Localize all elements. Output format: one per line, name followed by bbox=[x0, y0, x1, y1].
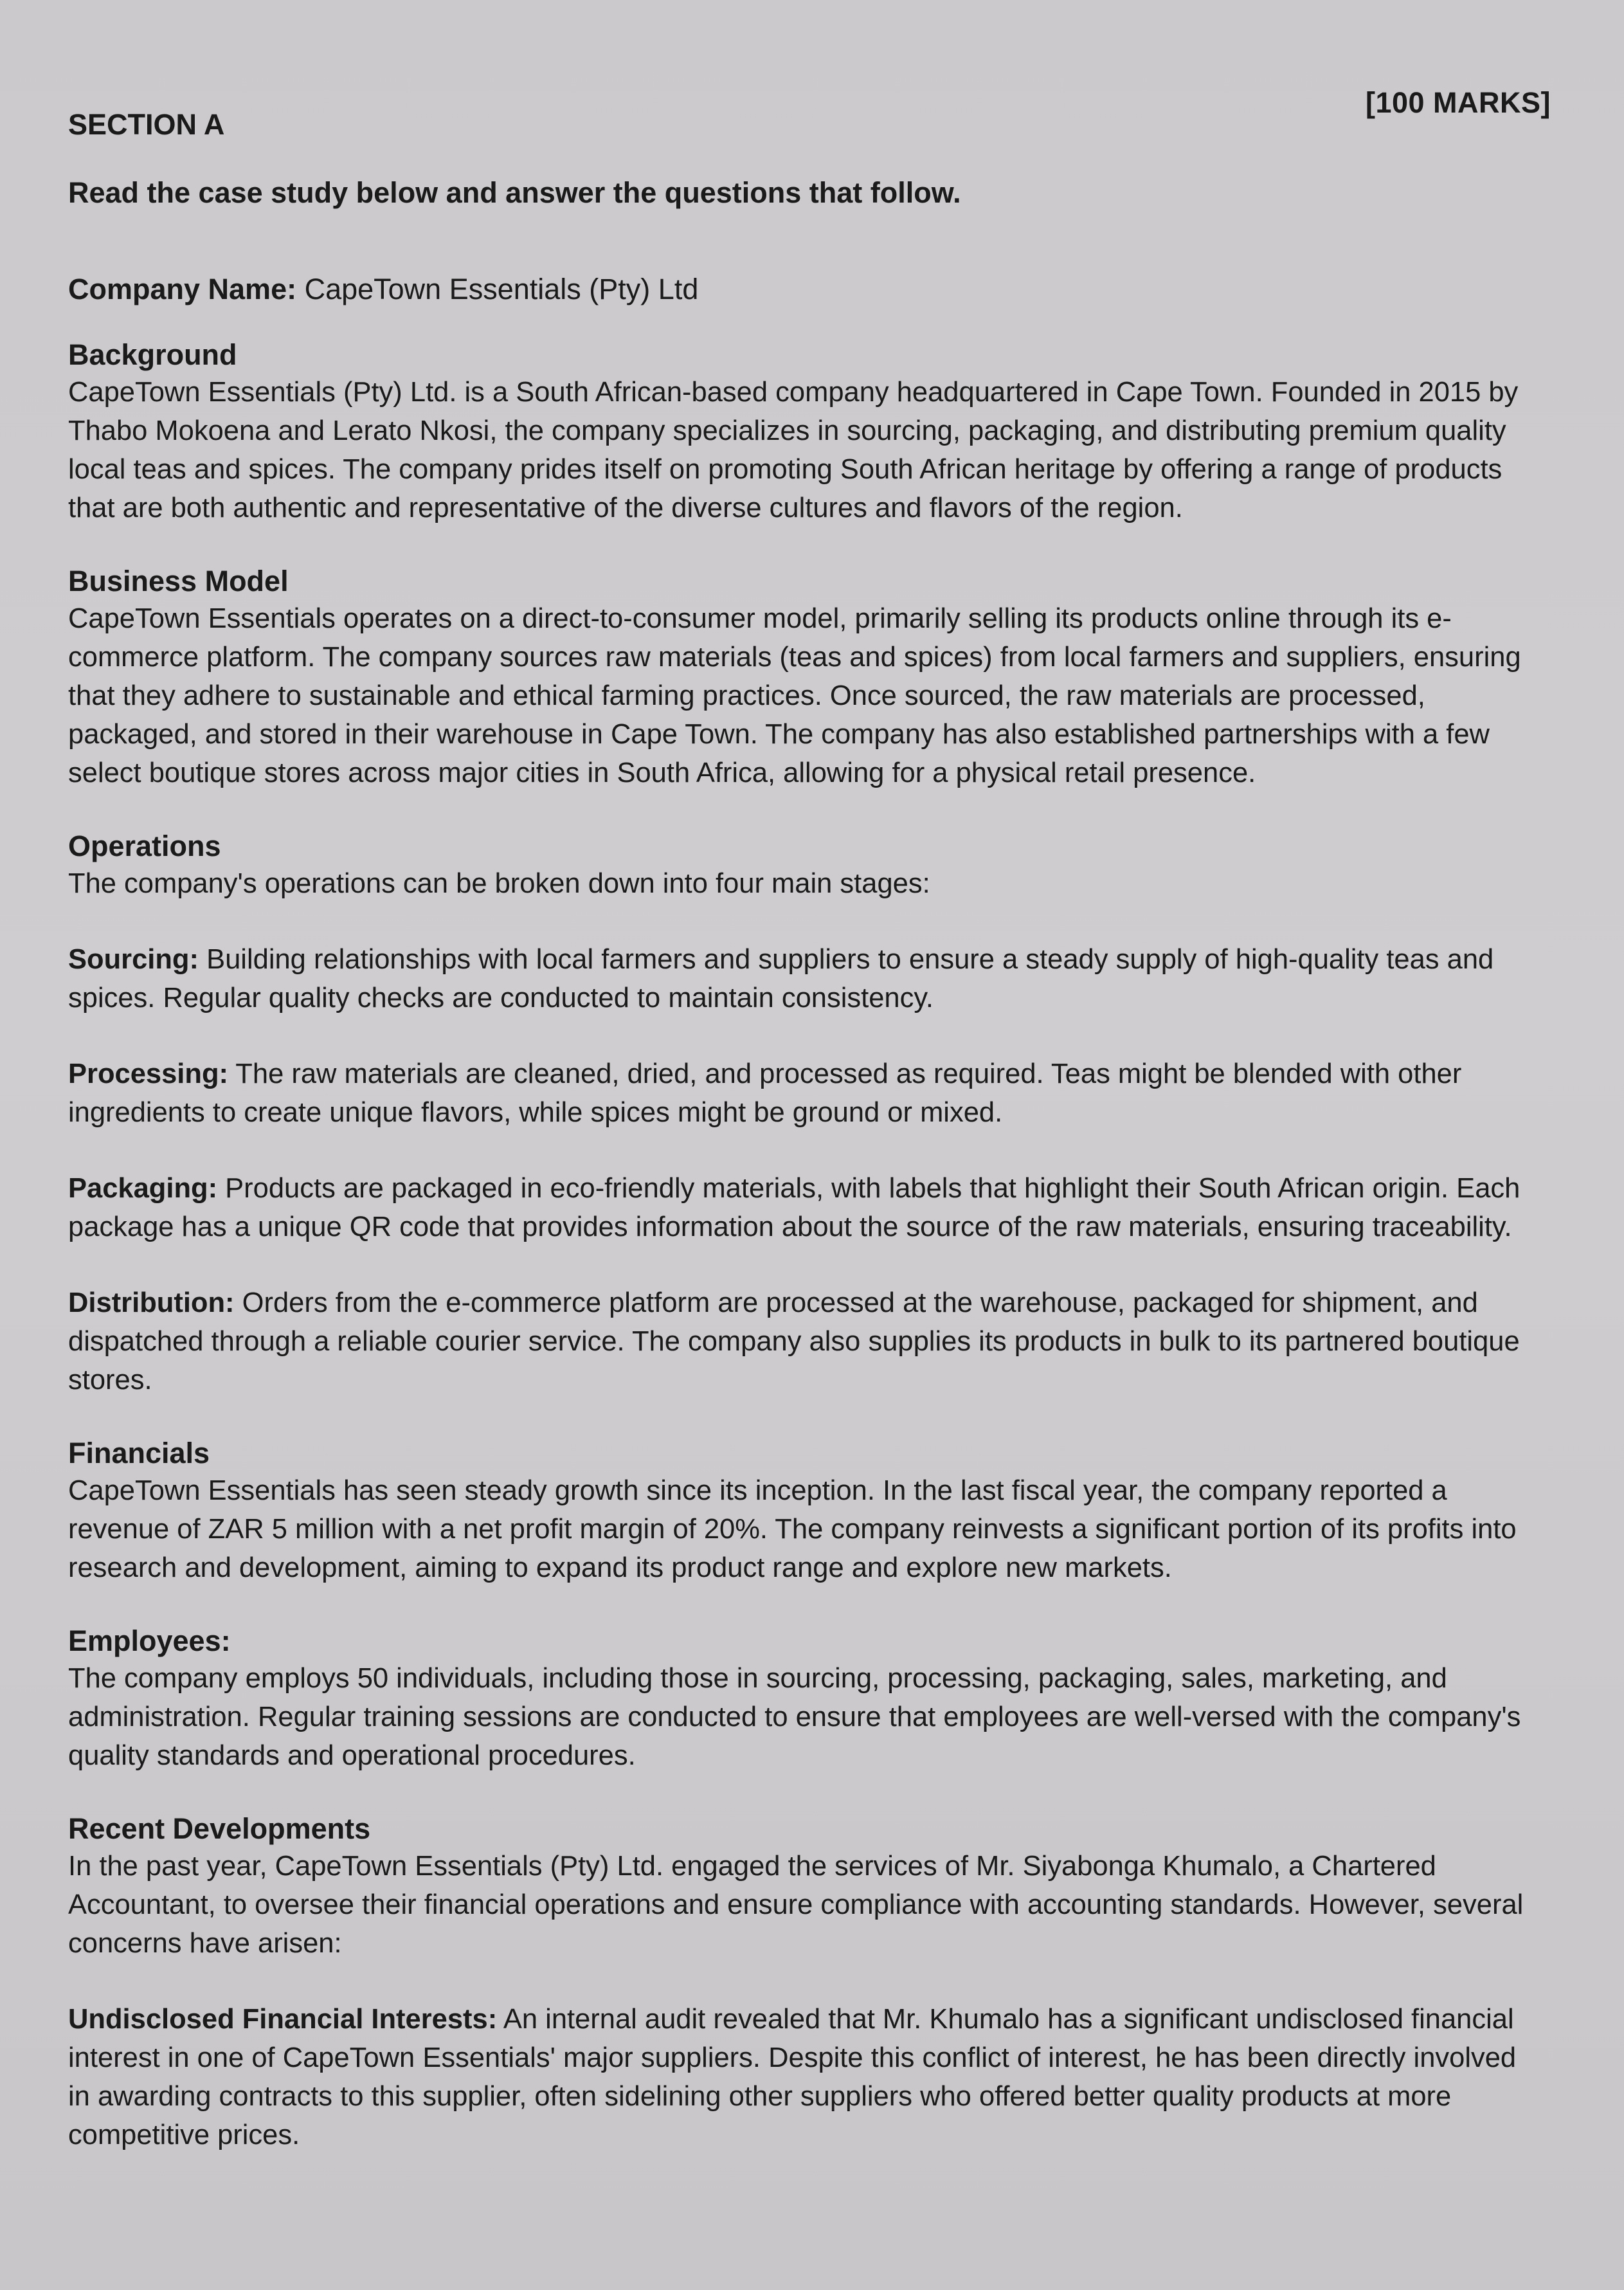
packaging-text: Products are packaged in eco-friendly materials, with labels that highlight their South African origin. Each package has a unique QR code that provides information about the source of the raw materials, ensuring traceability. bbox=[68, 1173, 1520, 1242]
recent-developments-section bbox=[68, 1812, 1540, 1963]
processing-paragraph bbox=[68, 1055, 1540, 1132]
operations-section bbox=[68, 830, 1540, 903]
company-name-value: CapeTown Essentials (Pty) Ltd bbox=[296, 273, 699, 305]
employees-heading: Employees: bbox=[68, 1624, 231, 1657]
total-marks: [100 MARKS] bbox=[1365, 86, 1551, 119]
financials-section bbox=[68, 1437, 1540, 1587]
packaging-paragraph bbox=[68, 1169, 1540, 1246]
financials-text: CapeTown Essentials has seen steady growth since its inception. In the last fiscal year, the company reported a revenue of ZAR 5 million with a net profit margin of 20%. The company reinvests a significant portion of its profits into research and development, aiming to expand its product range and explore new markets. bbox=[68, 1475, 1517, 1583]
business-model-heading: Business Model bbox=[68, 565, 289, 597]
distribution-paragraph bbox=[68, 1284, 1540, 1399]
company-name-line bbox=[68, 273, 1540, 306]
background-heading: Background bbox=[68, 338, 237, 371]
operations-heading: Operations bbox=[68, 830, 221, 862]
sourcing-text: Building relationships with local farmers and suppliers to ensure a steady supply of high-quality teas and spices. Regular quality checks are conducted to maintain consistency. bbox=[68, 944, 1494, 1013]
instruction-text: Read the case study below and answer the questions that follow. bbox=[68, 176, 961, 209]
business-model-section bbox=[68, 565, 1540, 792]
employees-text: The company employs 50 individuals, including those in sourcing, processing, packaging, sales, marketing, and administration. Regular training sessions are conducted to ensure that employees are well-versed with the company's quality standards and operational procedures. bbox=[68, 1663, 1521, 1771]
document-content bbox=[68, 108, 1540, 2192]
distribution-label: Distribution: bbox=[68, 1287, 235, 1318]
processing-text: The raw materials are cleaned, dried, and processed as required. Teas might be blended with other ingredients to create unique flavors, while spices might be ground or mixed. bbox=[68, 1059, 1462, 1128]
business-model-text: CapeTown Essentials operates on a direct-to-consumer model, primarily selling its products online through its e-commerce platform. The company sources raw materials (teas and spices) from local farmers and suppliers, ensuring that they adhere to sustainable and ethical farming practices. Once sourced, the raw materials are processed, packaged, and stored in their warehouse in Cape Town. The company has also established partnerships with a few select boutique stores across major cities in South Africa, allowing for a physical retail presence. bbox=[68, 603, 1521, 788]
company-name-label: Company Name: bbox=[68, 273, 297, 305]
background-text: CapeTown Essentials (Pty) Ltd. is a South African-based company headquartered in Cape Town. Founded in 2015 by Thabo Mokoena and Lerato Nkosi, the company specializes in sourcing, packaging, and distributing premium quality local teas and spices. The company prides itself on promoting South African heritage by offering a range of products that are both authentic and representative of the diverse cultures and flavors of the region. bbox=[68, 377, 1519, 523]
financials-heading: Financials bbox=[68, 1437, 210, 1469]
undisclosed-interests-paragraph bbox=[68, 2000, 1540, 2154]
background-section bbox=[68, 338, 1540, 527]
sourcing-paragraph bbox=[68, 940, 1540, 1017]
section-title: SECTION A bbox=[68, 108, 225, 141]
employees-section bbox=[68, 1624, 1540, 1775]
recent-developments-heading: Recent Developments bbox=[68, 1812, 371, 1845]
packaging-label: Packaging: bbox=[68, 1173, 218, 1204]
processing-label: Processing: bbox=[68, 1059, 228, 1089]
recent-developments-text: In the past year, CapeTown Essentials (Pty) Ltd. engaged the services of Mr. Siyabonga Khumalo, a Chartered Accountant, to oversee their financial operations and ensure compliance with accounting standards. However, several concerns have arisen: bbox=[68, 1851, 1524, 1959]
undisclosed-interests-label: Undisclosed Financial Interests: bbox=[68, 2004, 498, 2035]
undisclosed-interests-text: An internal audit revealed that Mr. Khumalo has a significant undisclosed financial interest in one of CapeTown Essentials' major suppliers. Despite this conflict of interest, he has been directly involved in awarding contracts to this supplier, often sidelining other suppliers who offered better quality products at more competitive prices. bbox=[68, 2004, 1517, 2150]
sourcing-label: Sourcing: bbox=[68, 944, 199, 975]
operations-intro: The company's operations can be broken down into four main stages: bbox=[68, 868, 930, 899]
distribution-text: Orders from the e-commerce platform are processed at the warehouse, packaged for shipment, and dispatched through a reliable courier service. The company also supplies its products in bulk to its partnered boutique stores. bbox=[68, 1287, 1520, 1395]
